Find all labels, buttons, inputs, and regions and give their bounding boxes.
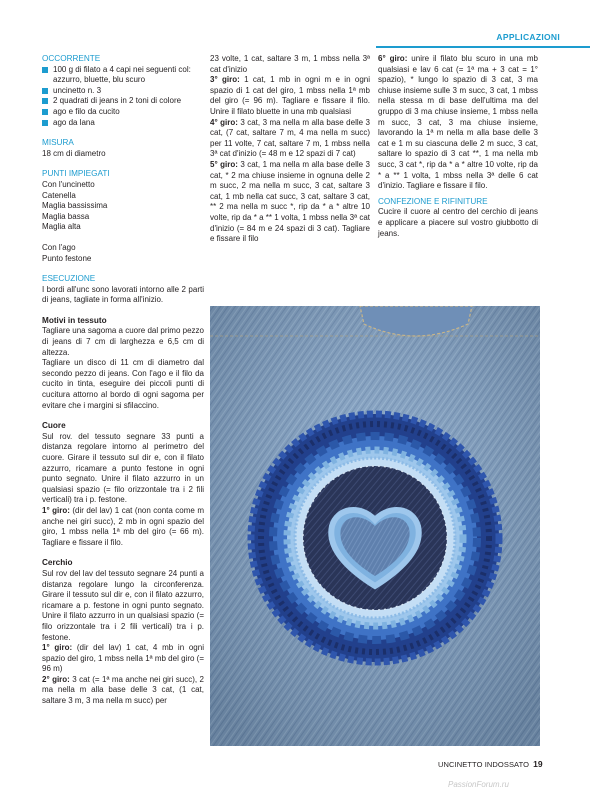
column-2 [210, 54, 370, 245]
project-photo [210, 306, 540, 746]
list-item: 2 quadrati di jeans in 2 toni di colore [42, 96, 204, 107]
size-heading: MISURA [42, 138, 74, 148]
bullet-square-icon [42, 98, 48, 104]
denim-patch-illustration [210, 306, 540, 746]
circle-text: Sul rov del lav del tessuto segnare 24 punti a distanza regolare lungo la circonferenza. Girare il tessuto sul dir e, con il filato azzurro, ricamare a p. festone in ogni punto segnato. Unire il filato azzurro in un qualsiasi spazio (= filo orizzontale tra i 2 fili verticali) tra i p. festone. [42, 568, 204, 642]
stitch-item: Punto festone [42, 253, 92, 263]
list-item: uncinetto n. 3 [42, 86, 204, 97]
watermark: PassionForum.ru [448, 780, 509, 789]
stitch-item: Con l'ago [42, 242, 76, 252]
stitch-item: Maglia bassa [42, 211, 90, 221]
circle-round-3: 3° giro: 1 cat, 1 mb in ogni m e in ogni spazio di 1 cat del giro, 1 mbss nella 1ª mb del giro (= 96 m). Tagliare e fissare il filo. Unire il filato bluette in una mb qualsiasi [210, 75, 370, 116]
heart-round-1: 1° giro: (dir del lav) 1 cat (non conta come m anche nei giri succ), 2 mb in ogni spazio del giro, 1 mbss nella 1ª mb del giro (= 66 m). Tagliare e fissare il filo. [42, 505, 204, 547]
stitches-heading: PUNTI IMPIEGATI [42, 169, 110, 179]
magazine-name: UNCINETTO INDOSSATO [438, 760, 530, 769]
execution-text: I bordi all'unc sono lavorati intorno alle 2 parti di jeans, tagliate in forma all'inizio. [42, 284, 204, 305]
bullet-square-icon [42, 67, 48, 73]
bullet-square-icon [42, 109, 48, 115]
materials-list [42, 65, 204, 129]
size-text: 18 cm di diametro [42, 148, 106, 158]
page-footer [438, 759, 543, 769]
stitch-item: Maglia alta [42, 222, 81, 232]
heart-heading: Cuore [42, 421, 66, 431]
finishing-heading: CONFEZIONE E RIFINITURE [378, 196, 488, 206]
list-item: ago da lana [42, 118, 204, 129]
bullet-square-icon [42, 120, 48, 126]
list-item: 100 g di filato a 4 capi nei seguenti col: azzurro, bluette, blu scuro [42, 65, 204, 86]
circle-round-6: 6° giro: unire il filato blu scuro in una mb qualsiasi e lav 6 cat (= 1ª ma + 3 cat = 1° spazio), * lungo lo spazio di 3 cat, 3 ma chiuse insieme sulle 3 m succ, 3 cat, 1 mbss nella stessa m di base dell'ultima ma del gruppo di 3 ma chiuse insieme, 1 mbss nella m succ, 3 cat, 3 ma chiuse insieme, lavorando la 1ª m nella m alla base delle 3 cat e 1 m su ciascuna delle 2 m succ, 3 cat, saltare lo spazio di 3 cat **, 1 ma nella mb succ, 3 cat *, rip da * a * altre 10 volte, rip da * a ** 1 volta, 1 mbss nella 3ª delle 6 cat d'inizio. Tagliare e fissare il filo. [378, 54, 538, 191]
fabric-motifs-text-1: Tagliare una sagoma a cuore dal primo pezzo di jeans di 7 cm di larghezza e 6,5 cm di altezza. [42, 326, 204, 357]
page-number: 19 [533, 759, 543, 769]
circle-round-5: 5° giro: 3 cat, 1 ma nella m alla base delle 3 cat, * 2 ma chiuse insieme in ognuna delle 2 m succ, 2 ma nella m succ, 3 cat, saltare 3 cat, 1 mb nella cat succ, 3 cat, saltare 3 cat, ** 2 ma nella m succ *, rip da * a * altre 10 volte, rip da * a ** 1 volta, 1 mbss nella 3ª cat d'inizio (= 84 m e 24 spazi di 3 cat). Tagliare e fissare il filo [210, 159, 370, 244]
circle-round-2: 2° giro: 3 cat (= 1ª ma anche nei giri succ), 2 ma nella m alla base delle 3 cat, (1 cat, saltare 3 m, 3 ma nella m succ) per [42, 674, 204, 706]
bullet-square-icon [42, 88, 48, 94]
circle-round-1: 1° giro: (dir del lav) 1 cat, 4 mb in ogni spazio del giro, 1 mbss nella 1ª mb del giro (= 96 m) [42, 643, 204, 674]
list-item: ago e filo da cucito [42, 107, 204, 118]
stitch-item: Con l'uncinetto [42, 179, 95, 189]
section-header-bar [376, 30, 590, 48]
heart-text: Sul rov. del tessuto segnare 33 punti a distanza regolare intorno al perimetro del cuore. Girare il tessuto sul dir e, con il filato azzurro, ricamare a punto festone in ogni punto segnato. Unire il filato azzurro in un qualsiasi spazio (= filo orizzontale tra i 2 fili verticali) tra i p. festone. [42, 431, 204, 505]
stitch-item: Maglia bassissima [42, 201, 108, 211]
circle-heading: Cerchio [42, 558, 73, 568]
circle-round-4: 4° giro: 3 cat, 3 ma nella m alla base delle 3 cat, (7 cat, saltare 7 m, 4 ma nella m succ) per 11 volte, 7 cat, saltare 7 m, 1 mbss nella 3ª cat d'inizio (= 48 m e 12 spazi di 7 cat) [210, 117, 370, 159]
fabric-motifs-text-2: Tagliare un disco di 11 cm di diametro dal secondo pezzo di jeans. Con l'ago e il filo da cucito in tinta, eseguire dei piccoli punti di cucitura attorno al bordo di ogni sagoma per evitare che i margini si sfilaccino. [42, 358, 204, 410]
fabric-motifs-heading: Motivi in tessuto [42, 315, 107, 325]
circle-round-2-cont: 23 volte, 1 cat, saltare 3 m, 1 mbss nella 3ª cat d'inizio [210, 54, 370, 74]
stitch-item: Catenella [42, 190, 76, 200]
materials-heading: OCCORRENTE [42, 54, 101, 63]
execution-heading: ESECUZIONE [42, 274, 96, 284]
column-3 [378, 54, 538, 239]
column-1 [42, 54, 204, 707]
finishing-text: Cucire il cuore al centro del cerchio di jeans e applicare a piacere sul vostro giubbotto di jeans. [378, 207, 538, 238]
section-title: APPLICAZIONI [496, 32, 560, 42]
